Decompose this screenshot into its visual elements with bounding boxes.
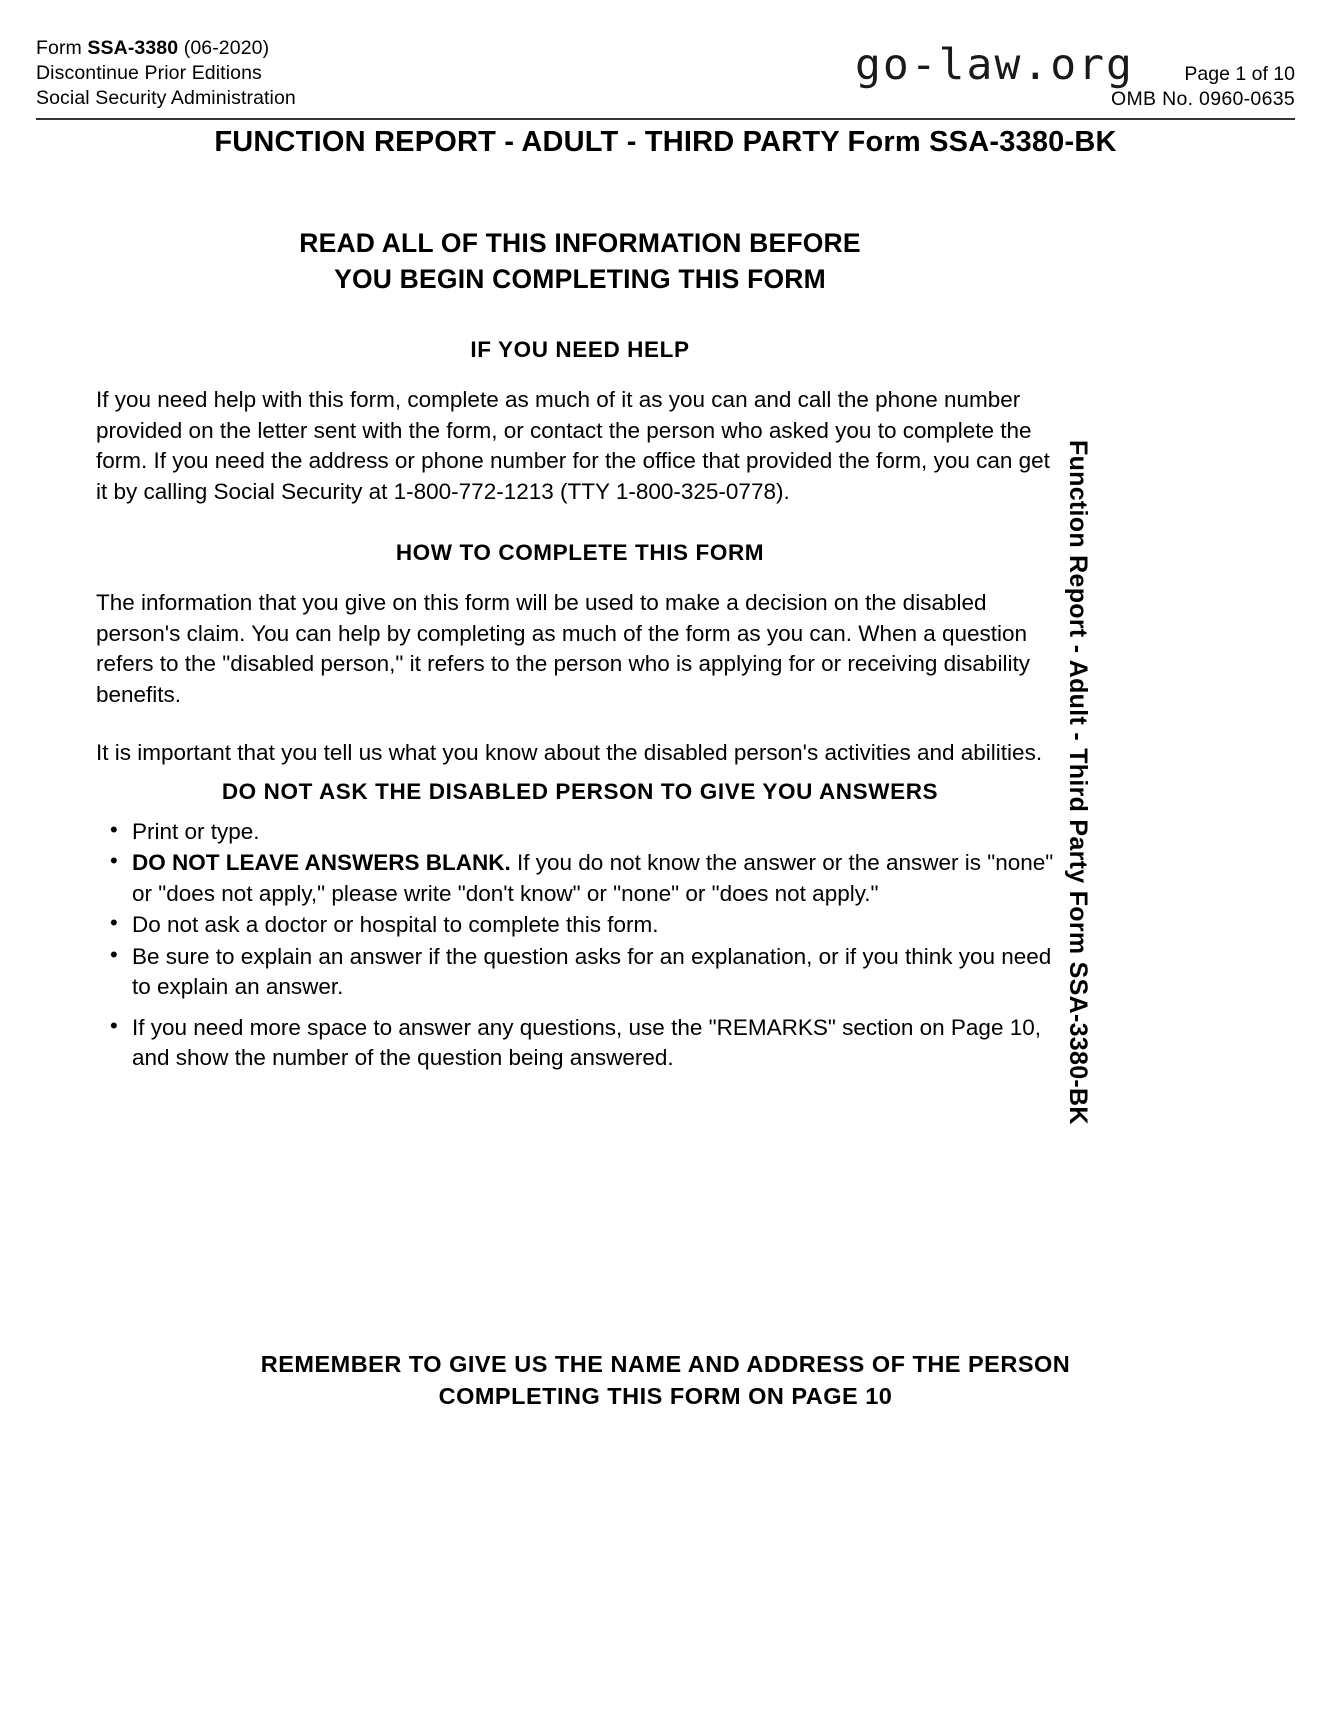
- bullet-icon: •: [110, 848, 118, 873]
- if-you-need-help-paragraph: If you need help with this form, complete as much of it as you can and call the phone number provided on the letter sent with the form, or contact the person who asked you to complete the form. If you need the address or phone number for the office that provided the form, you can get it by calling Social Security at 1-800-772-1213 (TTY 1-800-325-0778).: [96, 387, 1050, 504]
- main-content: [96, 225, 1064, 1075]
- list-item: [96, 817, 1064, 848]
- how-to-complete-paragraph-2: It is important that you tell us what you know about the disabled person's activities and abilities.: [96, 740, 1043, 765]
- list-item: [96, 910, 1064, 941]
- bullet-icon: •: [110, 941, 118, 967]
- how-to-complete-heading: HOW TO COMPLETE THIS FORM: [395, 540, 765, 565]
- bullet-icon: •: [110, 816, 118, 842]
- bullet-text: If you need more space to answer any questions, use the "REMARKS" section on Page 10, and show the number of the question being answered.: [132, 1014, 1041, 1070]
- bullet-text: Be sure to explain an answer if the question asks for an explanation, or if you think you need to explain an answer.: [132, 943, 1052, 999]
- read-all-heading-line1: READ ALL OF THIS INFORMATION BEFORE: [299, 228, 861, 258]
- bullet-text: Do not ask a doctor or hospital to complete this form.: [132, 912, 659, 937]
- bullet-icon: •: [110, 1012, 118, 1038]
- bullet-text: If you do not know the answer or the answer is "none" or "does not apply," please write "don't know" or "none" or "does not apply.": [132, 850, 1054, 906]
- agency-name: Social Security Administration: [36, 87, 296, 109]
- form-label: Form: [36, 37, 88, 59]
- read-all-heading: [96, 225, 1064, 297]
- header-form-info: [36, 36, 296, 111]
- form-number-line: [36, 36, 296, 61]
- list-item: [96, 942, 1064, 1003]
- header-page-info: [1111, 36, 1295, 110]
- if-you-need-help-heading: IF YOU NEED HELP: [470, 337, 690, 362]
- page-header: [36, 36, 1295, 116]
- bullet-text: Print or type.: [132, 818, 260, 844]
- bullet-bold-lead: DO NOT LEAVE ANSWERS BLANK.: [132, 850, 511, 875]
- header-divider: [36, 118, 1295, 120]
- read-all-heading-line2: YOU BEGIN COMPLETING THIS FORM: [334, 264, 826, 294]
- footer-line-2: COMPLETING THIS FORM ON PAGE 10: [438, 1383, 893, 1409]
- bullet-icon: •: [110, 910, 118, 935]
- list-item: [96, 1013, 1064, 1074]
- discontinue-prior-editions: Discontinue Prior Editions: [36, 62, 262, 84]
- instruction-bullet-list: [96, 817, 1064, 1074]
- go-law-watermark: go-law.org: [855, 40, 1134, 90]
- how-to-complete-paragraph-1: The information that you give on this form will be used to make a decision on the disabled person's claim. You can help by completing as much of the form as you can. When a question refers to the "disabled person," it refers to the person who is applying for or receiving disability benefits.: [96, 590, 1030, 707]
- page-number: Page 1 of 10: [1184, 63, 1295, 85]
- form-number: SSA-3380: [87, 37, 179, 59]
- list-item: [96, 848, 1064, 909]
- omb-number: OMB No. 0960-0635: [1111, 88, 1295, 110]
- do-not-ask-heading: DO NOT ASK THE DISABLED PERSON TO GIVE YOU ANSWERS: [221, 778, 939, 804]
- vertical-form-label: Function Report - Adult - Third Party Form SSA-3380-BK: [1064, 440, 1092, 1125]
- page-footer-reminder: [96, 1348, 1235, 1412]
- form-date: (06-2020): [178, 37, 270, 59]
- footer-line-1: REMEMBER TO GIVE US THE NAME AND ADDRESS OF THE PERSON: [260, 1351, 1071, 1377]
- page-title: FUNCTION REPORT - ADULT - THIRD PARTY Form SSA-3380-BK: [214, 126, 1117, 158]
